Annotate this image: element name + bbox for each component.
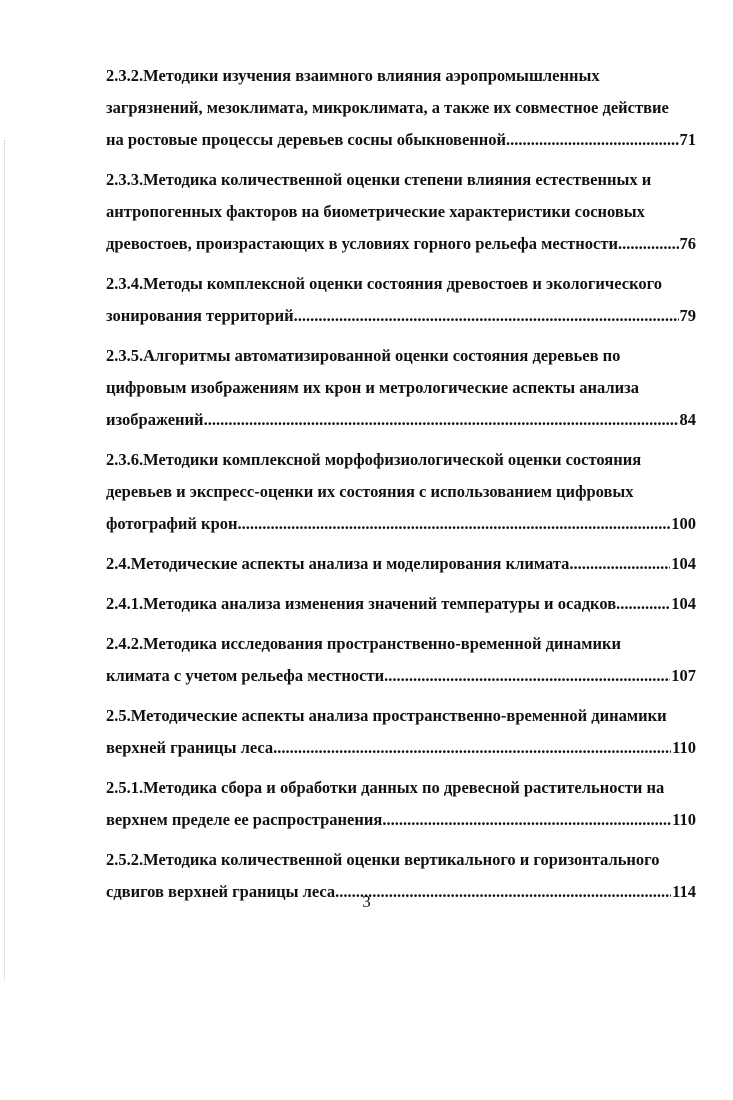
toc-leader-dots — [294, 300, 679, 332]
toc-entry — [106, 340, 696, 436]
toc-page-number: 110 — [672, 738, 696, 757]
toc-entry-line: цифровым изображениям их крон и метрологические аспекты анализа — [106, 378, 640, 397]
toc-entry-last-line — [106, 548, 696, 580]
toc-entry-text: сдвигов верхней границы леса — [106, 882, 336, 901]
toc-entry-text: изображений — [106, 410, 204, 429]
toc-entry-text: на ростовые процессы деревьев сосны обыкновенной — [106, 130, 507, 149]
toc-leader-dots — [618, 228, 679, 260]
toc-entry-line: 2.3.6.Методики комплексной морфофизиологической оценки состояния — [106, 450, 642, 469]
toc-page-number: 71 — [679, 130, 696, 149]
toc-page-number: 104 — [671, 594, 696, 613]
toc-entry-text: 2.4.1.Методика анализа изменения значений температуры и осадков — [106, 594, 617, 613]
toc-entry — [106, 772, 696, 836]
toc-page-number: 114 — [672, 882, 696, 901]
toc-entry-text: верхнем пределе ее распространения — [106, 810, 383, 829]
toc-entry — [106, 548, 696, 580]
table-of-contents — [106, 60, 696, 916]
toc-leader-dots — [273, 732, 671, 764]
toc-entry-line: деревьев и экспресс-оценки их состояния с использованием цифровых — [106, 482, 634, 501]
toc-entry-line: антропогенных факторов на биометрические характеристики сосновых — [106, 202, 645, 221]
toc-entry-text: климата с учетом рельефа местности — [106, 666, 385, 685]
toc-leader-dots — [382, 804, 671, 836]
toc-entry-text: верхней границы леса — [106, 738, 274, 757]
toc-leader-dots — [384, 660, 670, 692]
toc-leader-dots — [204, 404, 679, 436]
toc-entry-line: 2.5.2.Методика количественной оценки вертикального и горизонтального — [106, 850, 660, 869]
toc-page-number: 100 — [671, 514, 696, 533]
toc-entry-last-line — [106, 404, 696, 436]
toc-leader-dots — [238, 508, 671, 540]
toc-entry-line: 2.5.1.Методика сбора и обработки данных по древесной растительности на — [106, 778, 665, 797]
toc-entry — [106, 588, 696, 620]
toc-entry-line: 2.5.Методические аспекты анализа пространственно-временной динамики — [106, 706, 667, 725]
toc-page-number: 104 — [671, 554, 696, 573]
toc-page-number: 107 — [671, 666, 696, 685]
toc-entry-text: 2.4.Методические аспекты анализа и моделирования климата — [106, 554, 570, 573]
toc-leader-dots — [506, 124, 678, 156]
toc-entry-line: 2.3.4.Методы комплексной оценки состояния древостоев и экологического — [106, 274, 662, 293]
toc-entry-last-line — [106, 804, 696, 836]
toc-entry-last-line — [106, 228, 696, 260]
toc-entry-line: 2.3.5.Алгоритмы автоматизированной оценки состояния деревьев по — [106, 346, 621, 365]
toc-entry — [106, 60, 696, 156]
toc-entry-line: 2.4.2.Методика исследования пространственно-временной динамики — [106, 634, 622, 653]
page-number: 3 — [362, 892, 371, 911]
toc-entry-last-line — [106, 660, 696, 692]
toc-entry-text: древостоев, произрастающих в условиях горного рельефа местности — [106, 234, 618, 253]
toc-entry-line: 2.3.3.Методика количественной оценки степени влияния естественных и — [106, 170, 652, 189]
toc-entry-text: фотографий крон — [106, 514, 238, 533]
toc-page-number: 76 — [679, 234, 696, 253]
scan-edge-artifact — [4, 140, 9, 980]
toc-entry-line: загрязнений, мезоклимата, микроклимата, а также их совместное действие — [106, 98, 669, 117]
toc-entry — [106, 444, 696, 540]
toc-entry — [106, 700, 696, 764]
toc-entry — [106, 628, 696, 692]
toc-page-number: 110 — [672, 810, 696, 829]
toc-leader-dots — [569, 548, 670, 580]
toc-entry-last-line — [106, 588, 696, 620]
toc-page-number: 79 — [679, 306, 696, 325]
toc-entry-last-line — [106, 732, 696, 764]
toc-entry-last-line — [106, 508, 696, 540]
toc-entry-text: зонирования территорий — [106, 306, 294, 325]
toc-entry — [106, 164, 696, 260]
toc-page-number: 84 — [679, 410, 696, 429]
toc-leader-dots — [616, 588, 670, 620]
toc-entry-last-line — [106, 300, 696, 332]
toc-entry — [106, 268, 696, 332]
toc-entry-last-line — [106, 124, 696, 156]
toc-entry-line: 2.3.2.Методики изучения взаимного влияния аэропромышленных — [106, 66, 600, 85]
